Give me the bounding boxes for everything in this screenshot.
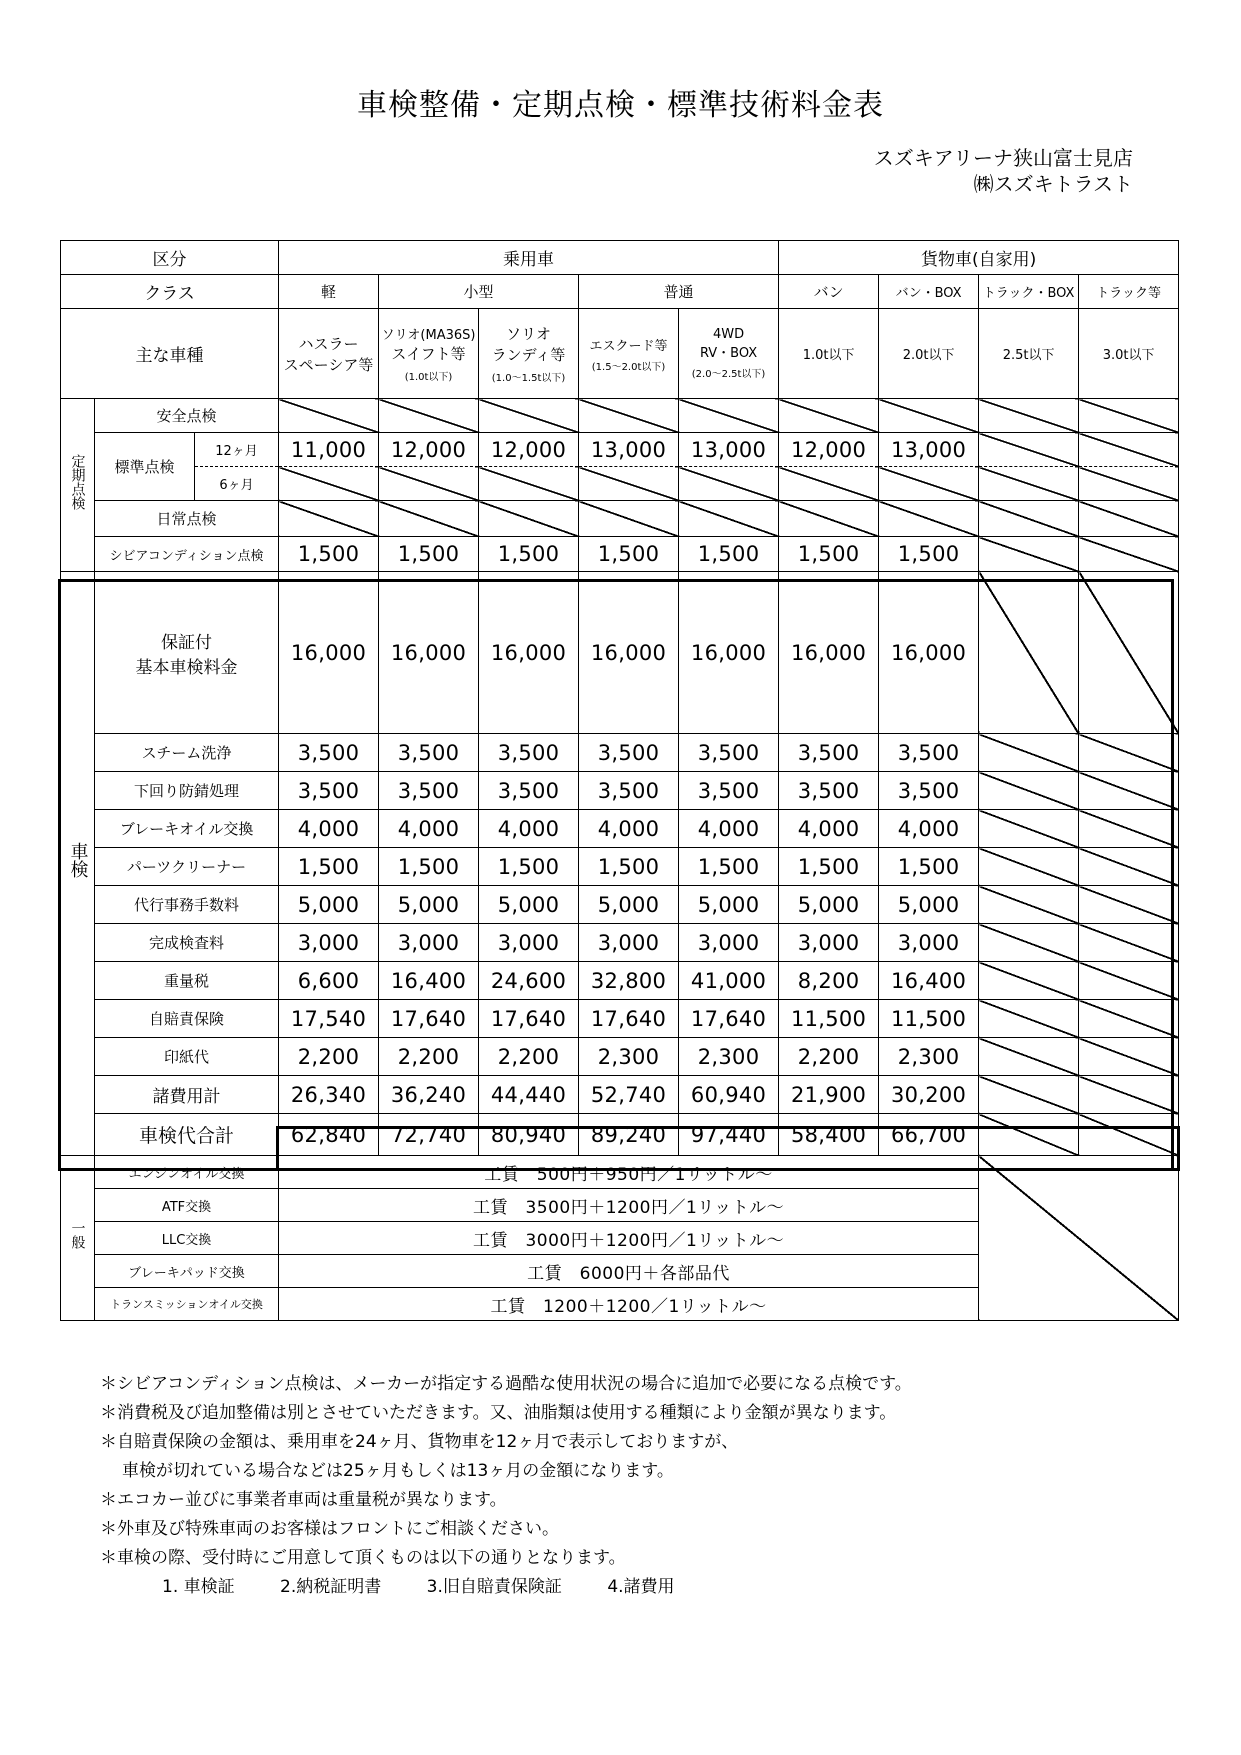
shaken-value: 3,500 — [879, 734, 979, 772]
note-line: ＊シビアコンディション点検は、メーカーが指定する過酷な使用状況の場合に追加で必要になる点検です。 — [100, 1374, 912, 1394]
row-hyojun-6 — [61, 467, 1179, 501]
empty-slash-cell — [1079, 772, 1179, 810]
base-fee-value: 16,000 — [279, 572, 379, 734]
shaken-value: 3,500 — [779, 734, 879, 772]
general-group-text: 一般 — [69, 1221, 86, 1249]
total-value: 89,240 — [579, 1114, 679, 1156]
company-name: ㈱スズキトラスト — [973, 172, 1133, 196]
hyojun-label: 標準点検 — [95, 433, 195, 501]
subtotal-value: 44,440 — [479, 1076, 579, 1114]
hyojun-6-label: 6ヶ月 — [195, 467, 279, 501]
class-kogata: 小型 — [379, 275, 579, 309]
base-fee-value: 16,000 — [679, 572, 779, 734]
row-severe — [61, 537, 1179, 572]
shaken-value: 2,300 — [679, 1038, 779, 1076]
header-row-class — [61, 275, 1179, 309]
empty-slash-cell — [979, 924, 1079, 962]
empty-slash-cell — [1079, 399, 1179, 433]
hyojun-12-value: 13,000 — [679, 433, 779, 467]
shaken-value: 1,500 — [379, 848, 479, 886]
class-kei: 軽 — [279, 275, 379, 309]
periodic-group-label — [61, 399, 95, 572]
hyojun-12-value: 12,000 — [379, 433, 479, 467]
shaken-value: 3,000 — [279, 924, 379, 962]
shaken-row — [61, 962, 1179, 1000]
shaken-value: 17,640 — [379, 1000, 479, 1038]
shaken-value: 3,500 — [479, 772, 579, 810]
hyojun-12-value: 13,000 — [579, 433, 679, 467]
empty-slash-cell — [979, 399, 1079, 433]
models-label: 主な車種 — [61, 309, 279, 399]
subtotal-label: 諸費用計 — [95, 1076, 279, 1114]
shaken-value: 5,000 — [379, 886, 479, 924]
class-truck: トラック等 — [1079, 275, 1179, 309]
shaken-row — [61, 810, 1179, 848]
shaken-value: 2,200 — [379, 1038, 479, 1076]
shaken-value: 17,640 — [679, 1000, 779, 1038]
header-row-category — [61, 241, 1179, 275]
row-hyojun-12 — [61, 433, 1179, 467]
empty-slash-cell — [679, 399, 779, 433]
model-line1: 4WD — [712, 327, 745, 342]
empty-slash-cell — [879, 501, 979, 537]
hyojun-12-label: 12ヶ月 — [195, 433, 279, 467]
empty-slash-cell — [979, 1114, 1079, 1156]
shaken-value: 4,000 — [779, 810, 879, 848]
empty-slash-cell — [879, 467, 979, 501]
shaken-value: 2,200 — [279, 1038, 379, 1076]
shaken-value: 17,640 — [479, 1000, 579, 1038]
subtotal-value: 30,200 — [879, 1076, 979, 1114]
shaken-value: 3,500 — [479, 734, 579, 772]
shaken-row-label: パーツクリーナー — [95, 848, 279, 886]
shaken-value: 4,000 — [279, 810, 379, 848]
empty-slash-cell — [779, 501, 879, 537]
general-price: 工賃 3000円＋1200円／1リットル～ — [279, 1222, 979, 1255]
model-line1: ハスラー — [298, 334, 359, 353]
empty-slash-cell — [679, 501, 779, 537]
shaken-value: 41,000 — [679, 962, 779, 1000]
document-item: 4.諸費用 — [607, 1577, 675, 1597]
base-fee-value: 16,000 — [879, 572, 979, 734]
base-fee-value: 16,000 — [779, 572, 879, 734]
shaken-row — [61, 886, 1179, 924]
shaken-value: 1,500 — [479, 848, 579, 886]
model-line1: ソリオ — [506, 325, 551, 343]
empty-slash-cell — [1079, 810, 1179, 848]
empty-slash-cell — [1079, 924, 1179, 962]
shaken-row-label: 印紙代 — [95, 1038, 279, 1076]
anzen-label: 安全点検 — [95, 399, 279, 433]
shaken-value: 5,000 — [279, 886, 379, 924]
hyojun-12-value: 13,000 — [879, 433, 979, 467]
header-row-models — [61, 309, 1179, 399]
subtotal-value: 36,240 — [379, 1076, 479, 1114]
empty-slash-cell — [1079, 501, 1179, 537]
base-fee-value: 16,000 — [479, 572, 579, 734]
nichijo-label: 日常点検 — [95, 501, 279, 537]
shaken-group-label — [61, 572, 95, 1156]
empty-slash-cell — [1079, 1038, 1179, 1076]
shaken-row-label: 代行事務手数料 — [95, 886, 279, 924]
shaken-value: 3,500 — [379, 772, 479, 810]
empty-slash-cell — [979, 962, 1079, 1000]
class-futsu: 普通 — [579, 275, 779, 309]
empty-slash-cell — [979, 467, 1079, 501]
empty-slash-cell — [1079, 537, 1179, 572]
empty-slash-cell — [679, 467, 779, 501]
empty-slash-cell — [1079, 572, 1179, 734]
subtotal-value: 60,940 — [679, 1076, 779, 1114]
general-row-label: トランスミッションオイル交換 — [95, 1288, 279, 1321]
severe-value: 1,500 — [379, 537, 479, 572]
empty-slash-cell — [779, 467, 879, 501]
empty-slash-cell — [579, 467, 679, 501]
model-cell: 1.0t以下 — [779, 309, 879, 399]
empty-slash-cell — [979, 1038, 1079, 1076]
empty-slash-cell — [979, 537, 1079, 572]
class-vanbox: バン・BOX — [879, 275, 979, 309]
empty-slash-cell — [279, 467, 379, 501]
shaken-value: 2,200 — [479, 1038, 579, 1076]
model-cell — [679, 309, 779, 399]
model-weight: (1.5～2.0t以下) — [591, 361, 666, 373]
hyojun-12-value: 11,000 — [279, 433, 379, 467]
empty-slash-cell — [379, 399, 479, 433]
severe-value: 1,500 — [279, 537, 379, 572]
empty-slash-cell — [379, 467, 479, 501]
shaken-value: 3,500 — [279, 772, 379, 810]
general-price: 工賃 500円＋950円／1リットル～ — [279, 1156, 979, 1189]
shaken-value: 17,540 — [279, 1000, 379, 1038]
empty-slash-cell — [1079, 962, 1179, 1000]
model-line2: RV・BOX — [699, 346, 758, 361]
model-cell: 3.0t以下 — [1079, 309, 1179, 399]
empty-slash-cell — [979, 886, 1079, 924]
shaken-value: 16,400 — [879, 962, 979, 1000]
document-item: 3.旧自賠責保険証 — [426, 1577, 562, 1597]
shaken-value: 2,300 — [879, 1038, 979, 1076]
shaken-row-label: ブレーキオイル交換 — [95, 810, 279, 848]
model-cell — [479, 309, 579, 399]
shaken-value: 17,640 — [579, 1000, 679, 1038]
model-weight: (2.0～2.5t以下) — [691, 369, 766, 380]
document-item: 2.納税証明書 — [280, 1577, 382, 1597]
shaken-value: 1,500 — [579, 848, 679, 886]
general-row — [61, 1156, 1179, 1189]
empty-slash-cell — [979, 848, 1079, 886]
model-weight: (1.0～1.5t以下) — [491, 373, 566, 384]
class-van: バン — [779, 275, 879, 309]
general-price: 工賃 1200＋1200／1リットル～ — [279, 1288, 979, 1321]
shaken-row-label: 自賠責保険 — [95, 1000, 279, 1038]
total-value: 58,400 — [779, 1114, 879, 1156]
model-cell: 2.0t以下 — [879, 309, 979, 399]
shaken-row-label: 重量税 — [95, 962, 279, 1000]
total-value: 62,840 — [279, 1114, 379, 1156]
empty-slash-cell — [1079, 886, 1179, 924]
shaken-value: 16,400 — [379, 962, 479, 1000]
shaken-value: 6,600 — [279, 962, 379, 1000]
general-price: 工賃 6000円＋各部品代 — [279, 1255, 979, 1288]
shaken-value: 32,800 — [579, 962, 679, 1000]
class-label: クラス — [61, 275, 279, 309]
passenger-header: 乗用車 — [279, 241, 779, 275]
base-fee-value: 16,000 — [579, 572, 679, 734]
shaken-value: 5,000 — [879, 886, 979, 924]
empty-slash-cell — [779, 399, 879, 433]
model-cell: 2.5t以下 — [979, 309, 1079, 399]
required-documents — [100, 1573, 1180, 1602]
shaken-value: 5,000 — [479, 886, 579, 924]
empty-slash-cell — [979, 734, 1079, 772]
total-value: 66,700 — [879, 1114, 979, 1156]
total-row — [61, 1114, 1179, 1156]
shaken-value: 3,500 — [579, 772, 679, 810]
shaken-value: 11,500 — [879, 1000, 979, 1038]
general-row-label: ブレーキパッド交換 — [95, 1255, 279, 1288]
shaken-value: 5,000 — [579, 886, 679, 924]
row-nichijo — [61, 501, 1179, 537]
hyojun-12-value: 12,000 — [479, 433, 579, 467]
empty-slash-cell — [979, 772, 1079, 810]
severe-value: 1,500 — [779, 537, 879, 572]
empty-slash-cell — [1079, 848, 1179, 886]
shaken-value: 2,200 — [779, 1038, 879, 1076]
model-cell — [579, 309, 679, 399]
empty-slash-cell — [979, 810, 1079, 848]
empty-slash-cell — [1079, 1000, 1179, 1038]
empty-slash-cell — [1079, 467, 1179, 501]
shaken-value: 4,000 — [379, 810, 479, 848]
shaken-value: 1,500 — [779, 848, 879, 886]
shaken-value: 3,000 — [679, 924, 779, 962]
shaken-value: 3,000 — [479, 924, 579, 962]
shaken-row-label: 完成検査料 — [95, 924, 279, 962]
model-line2: スイフト等 — [391, 345, 466, 363]
shaken-value: 4,000 — [679, 810, 779, 848]
shaken-value: 3,000 — [579, 924, 679, 962]
kubun-label: 区分 — [61, 241, 279, 275]
model-line1: ソリオ(MA36S) — [381, 328, 476, 343]
general-row-label: エンジンオイル交換 — [95, 1156, 279, 1189]
hyojun-12-value: 12,000 — [779, 433, 879, 467]
shaken-row — [61, 1000, 1179, 1038]
shaken-value: 4,000 — [479, 810, 579, 848]
empty-slash-cell — [479, 399, 579, 433]
class-truckbox: トラック・BOX — [979, 275, 1079, 309]
subtotal-row — [61, 1076, 1179, 1114]
shaken-row — [61, 1038, 1179, 1076]
subtotal-value: 26,340 — [279, 1076, 379, 1114]
note-line: 車検が切れている場合などは25ヶ月もしくは13ヶ月の金額になります。 — [122, 1461, 674, 1481]
empty-slash-cell — [579, 399, 679, 433]
total-label: 車検代合計 — [95, 1114, 279, 1156]
empty-slash-cell — [1079, 1076, 1179, 1114]
general-price: 工賃 3500円＋1200円／1リットル～ — [279, 1189, 979, 1222]
store-name: スズキアリーナ狭山富士見店 — [873, 146, 1133, 170]
shaken-value: 3,500 — [379, 734, 479, 772]
empty-slash-cell — [479, 501, 579, 537]
model-line2: ランディ等 — [491, 346, 566, 364]
periodic-group-text: 定期点検 — [69, 454, 86, 510]
shaken-value: 11,500 — [779, 1000, 879, 1038]
severe-value: 1,500 — [579, 537, 679, 572]
empty-slash-cell — [979, 501, 1079, 537]
model-line1: エスクード等 — [589, 338, 668, 354]
shaken-row — [61, 924, 1179, 962]
shaken-value: 4,000 — [579, 810, 679, 848]
shaken-value: 1,500 — [279, 848, 379, 886]
base-fee-label — [95, 572, 279, 734]
row-base-fee — [61, 572, 1179, 734]
empty-slash-cell — [979, 433, 1079, 467]
severe-value: 1,500 — [479, 537, 579, 572]
shaken-value: 3,500 — [779, 772, 879, 810]
subtotal-value: 21,900 — [779, 1076, 879, 1114]
shaken-value: 3,000 — [779, 924, 879, 962]
empty-slash-cell — [1079, 433, 1179, 467]
shaken-value: 3,000 — [879, 924, 979, 962]
general-row-label: LLC交換 — [95, 1222, 279, 1255]
empty-slash-cell — [979, 1000, 1079, 1038]
cargo-header: 貨物車(自家用) — [779, 241, 1179, 275]
shaken-row-label: 下回り防錆処理 — [95, 772, 279, 810]
empty-slash-cell — [279, 399, 379, 433]
shaken-group-text: 車検 — [67, 842, 89, 878]
row-anzen — [61, 399, 1179, 433]
empty-slash-cell — [979, 572, 1079, 734]
empty-slash-cell — [979, 1156, 1179, 1321]
severe-value: 1,500 — [679, 537, 779, 572]
shaken-value: 2,300 — [579, 1038, 679, 1076]
note-line: ＊外車及び特殊車両のお客様はフロントにご相談ください。 — [100, 1519, 559, 1539]
shaken-value: 1,500 — [679, 848, 779, 886]
shaken-row — [61, 848, 1179, 886]
note-line: ＊車検の際、受付時にご用意して頂くものは以下の通りとなります。 — [100, 1548, 626, 1568]
fee-table — [60, 240, 1179, 1321]
empty-slash-cell — [379, 501, 479, 537]
subtotal-value: 52,740 — [579, 1076, 679, 1114]
note-line: ＊エコカー並びに事業者車両は重量税が異なります。 — [100, 1490, 507, 1510]
empty-slash-cell — [479, 467, 579, 501]
document-item: 1. 車検証 — [162, 1577, 235, 1597]
shaken-value: 8,200 — [779, 962, 879, 1000]
total-value: 97,440 — [679, 1114, 779, 1156]
base-fee-value: 16,000 — [379, 572, 479, 734]
shaken-row — [61, 772, 1179, 810]
shaken-row — [61, 734, 1179, 772]
general-group-label — [61, 1156, 95, 1321]
severe-value: 1,500 — [879, 537, 979, 572]
notes — [100, 1370, 1180, 1602]
empty-slash-cell — [1079, 734, 1179, 772]
page-title: 車検整備・定期点検・標準技術料金表 — [357, 88, 884, 123]
shaken-value: 24,600 — [479, 962, 579, 1000]
shaken-value: 1,500 — [879, 848, 979, 886]
model-cell — [279, 309, 379, 399]
base-fee-label-line1: 保証付 — [161, 632, 213, 653]
empty-slash-cell — [279, 501, 379, 537]
note-line: ＊自賠責保険の金額は、乗用車を24ヶ月、貨物車を12ヶ月で表示しておりますが、 — [100, 1432, 739, 1452]
model-cell — [379, 309, 479, 399]
empty-slash-cell — [879, 399, 979, 433]
shaken-value: 3,500 — [879, 772, 979, 810]
severe-label: シビアコンディション点検 — [95, 537, 279, 572]
shaken-value: 3,500 — [679, 734, 779, 772]
shaken-value: 3,500 — [579, 734, 679, 772]
shaken-value: 3,500 — [279, 734, 379, 772]
shaken-value: 4,000 — [879, 810, 979, 848]
empty-slash-cell — [579, 501, 679, 537]
empty-slash-cell — [1079, 1114, 1179, 1156]
shaken-value: 5,000 — [779, 886, 879, 924]
model-weight: (1.0t以下) — [404, 372, 453, 383]
shaken-value: 3,500 — [679, 772, 779, 810]
empty-slash-cell — [979, 1076, 1079, 1114]
total-value: 80,940 — [479, 1114, 579, 1156]
base-fee-label-line2: 基本車検料金 — [135, 657, 238, 678]
general-row-label: ATF交換 — [95, 1189, 279, 1222]
shaken-value: 5,000 — [679, 886, 779, 924]
total-value: 72,740 — [379, 1114, 479, 1156]
note-line: ＊消費税及び追加整備は別とさせていただきます。又、油脂類は使用する種類により金額が異なります。 — [100, 1403, 897, 1423]
shaken-row-label: スチーム洗浄 — [95, 734, 279, 772]
model-line2: スペーシア等 — [283, 355, 374, 374]
shaken-value: 3,000 — [379, 924, 479, 962]
